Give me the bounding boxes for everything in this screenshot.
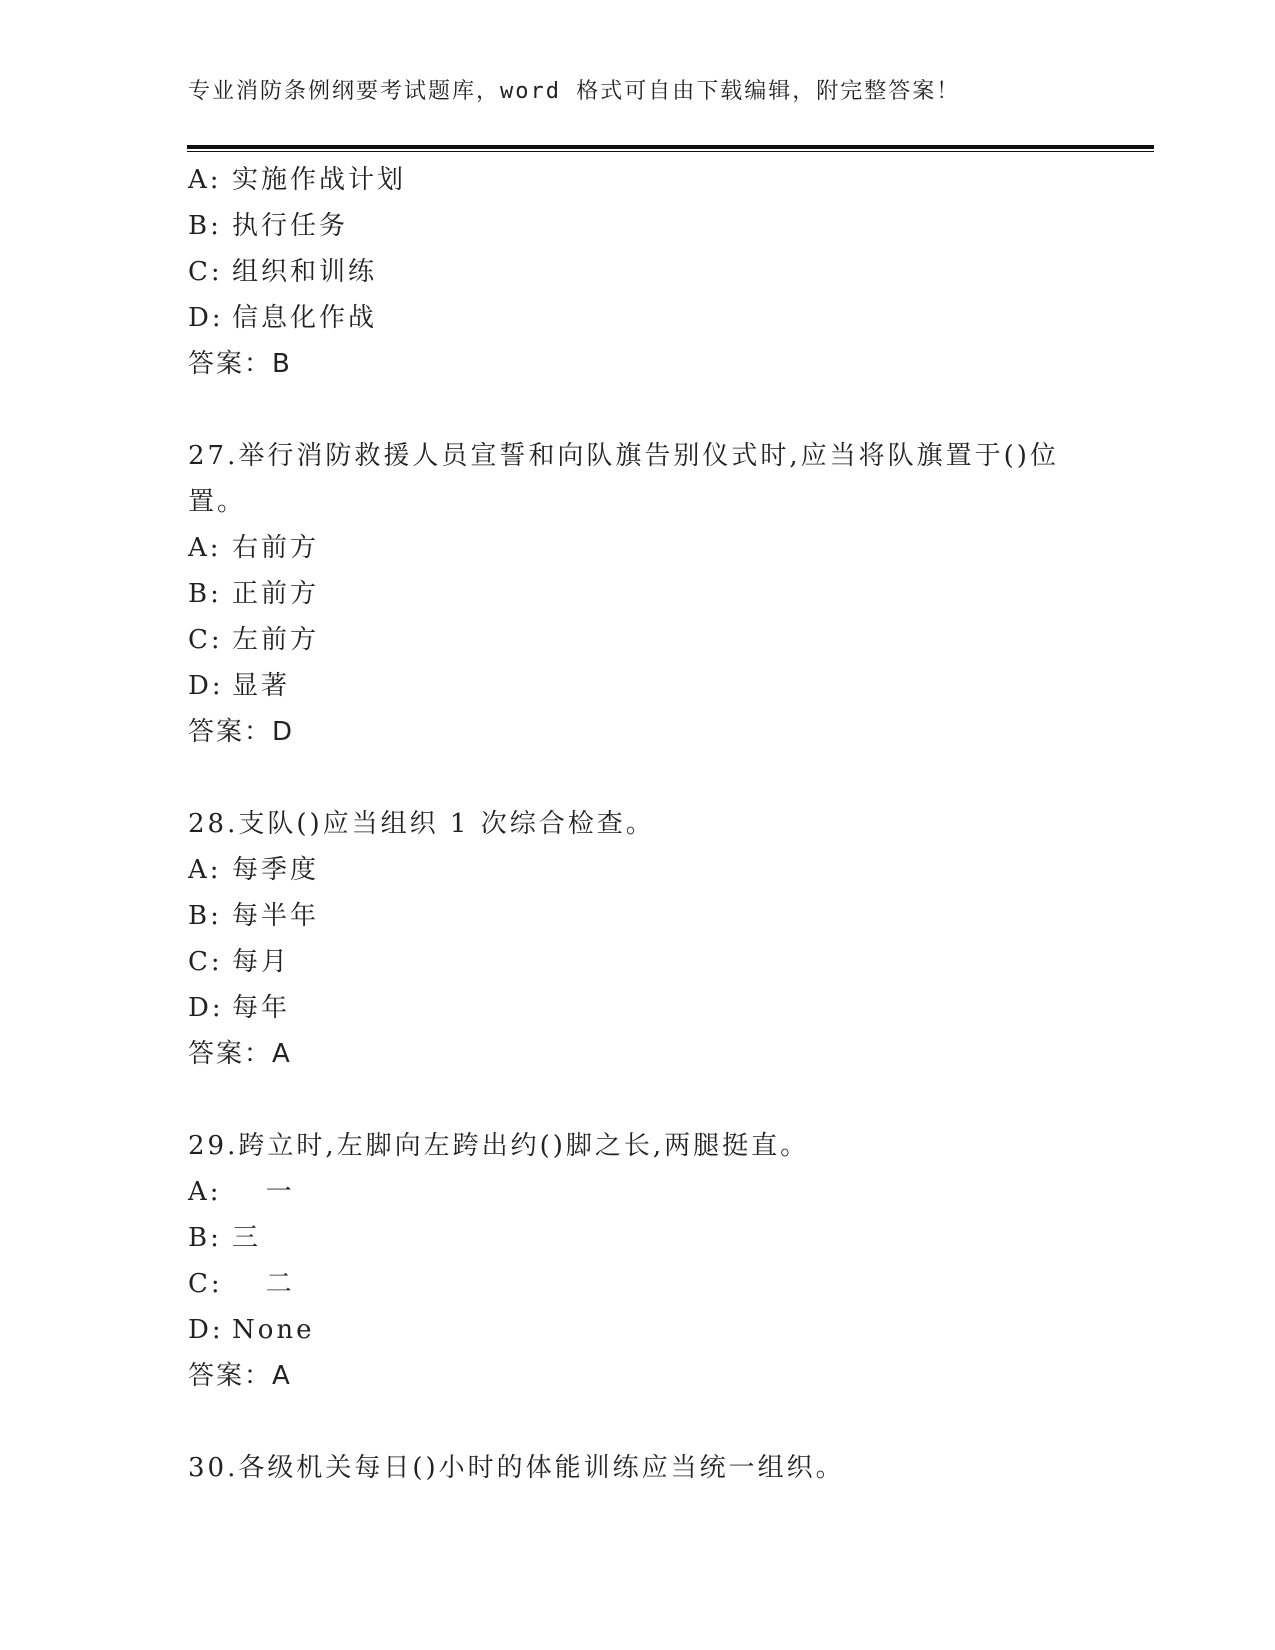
option-d — [188, 1307, 1088, 1353]
option-letter: A: — [188, 855, 222, 885]
question-block — [188, 157, 1088, 387]
question-stem: 27.举行消防救援人员宣誓和向队旗告别仪式时,应当将队旗置于()位置。 — [188, 441, 1059, 517]
option-letter: C: — [188, 1269, 223, 1299]
option-letter: D: — [188, 303, 224, 333]
spacer — [188, 755, 1088, 801]
answer-line: 答案：A — [188, 1039, 292, 1069]
option-d — [188, 295, 1088, 341]
option-letter: B: — [188, 579, 222, 609]
page-header: 专业消防条例纲要考试题库，word 格式可自由下载编辑，附完整答案！ — [188, 79, 961, 104]
option-text: 显著 — [232, 671, 291, 701]
option-letter: C: — [188, 947, 223, 977]
option-c — [188, 939, 1088, 985]
question-list — [188, 157, 1088, 1491]
option-b — [188, 203, 1088, 249]
question-stem: 30.各级机关每日()小时的体能训练应当统一组织。 — [188, 1453, 845, 1483]
option-letter: C: — [188, 625, 223, 655]
option-letter: A: — [188, 533, 222, 563]
option-text: 三 — [232, 1223, 262, 1253]
option-text: 执行任务 — [232, 211, 349, 241]
option-a — [188, 847, 1088, 893]
option-text: 每半年 — [232, 901, 320, 931]
question-stem: 29.跨立时,左脚向左跨出约()脚之长,两腿挺直。 — [188, 1131, 810, 1161]
question-block — [188, 1123, 1088, 1399]
option-d — [188, 663, 1088, 709]
header-rule-thin — [187, 151, 1154, 152]
option-text: 每月 — [232, 947, 291, 977]
option-text: None — [232, 1315, 315, 1345]
option-letter: D: — [188, 1315, 224, 1345]
option-letter: B: — [188, 1223, 222, 1253]
option-text: 信息化作战 — [232, 303, 378, 333]
option-text: 正前方 — [232, 579, 320, 609]
option-a — [188, 525, 1088, 571]
option-c — [188, 617, 1088, 663]
option-d — [188, 985, 1088, 1031]
option-letter: B: — [188, 901, 222, 931]
question-block — [188, 801, 1088, 1077]
option-letter: A: — [188, 1177, 222, 1207]
option-letter: D: — [188, 671, 224, 701]
option-a — [188, 157, 1088, 203]
spacer — [188, 1077, 1088, 1123]
option-letter: D: — [188, 993, 224, 1023]
option-b — [188, 571, 1088, 617]
option-text: 左前方 — [232, 625, 320, 655]
option-c — [188, 249, 1088, 295]
option-a — [188, 1169, 1088, 1215]
option-text: 每年 — [232, 993, 291, 1023]
option-letter: B: — [188, 211, 222, 241]
option-letter: A: — [188, 165, 222, 195]
option-text: 一 — [232, 1177, 295, 1207]
question-block — [188, 433, 1088, 755]
question-block — [188, 1445, 1088, 1491]
option-letter: C: — [188, 257, 223, 287]
option-text: 右前方 — [232, 533, 320, 563]
option-b — [188, 1215, 1088, 1261]
option-text: 二 — [232, 1269, 295, 1299]
question-stem: 28.支队()应当组织 1 次综合检查。 — [188, 809, 655, 839]
option-text: 实施作战计划 — [232, 165, 407, 195]
option-b — [188, 893, 1088, 939]
spacer — [188, 1399, 1088, 1445]
spacer — [188, 387, 1088, 433]
option-text: 组织和训练 — [232, 257, 378, 287]
option-text: 每季度 — [232, 855, 320, 885]
option-c — [188, 1261, 1088, 1307]
answer-line: 答案：D — [188, 717, 295, 747]
header-rule-thick — [187, 145, 1154, 149]
answer-line: 答案：B — [188, 349, 292, 379]
answer-line: 答案：A — [188, 1361, 292, 1391]
